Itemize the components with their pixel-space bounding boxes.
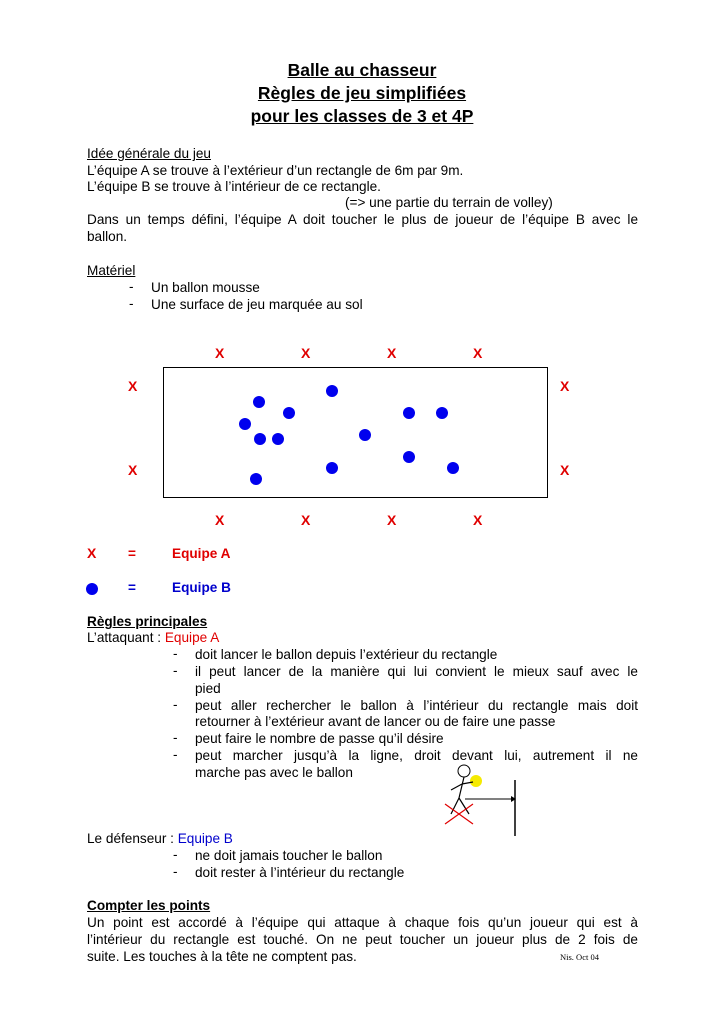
rule-dash: - xyxy=(173,646,178,661)
legend-team-b: Equipe B xyxy=(172,580,231,595)
legend-dot-symbol xyxy=(86,583,98,595)
points-line-3: suite. Les touches à la tête ne comptent pas. xyxy=(87,949,357,964)
attacker-mark: X xyxy=(215,345,225,361)
rule-dash: - xyxy=(173,663,178,678)
defender-dot xyxy=(326,462,338,474)
attacker-mark: X xyxy=(387,512,397,528)
defender-dot xyxy=(403,451,415,463)
attaquant-rule-3: peut aller rechercher le ballon à l’intérieur du rectangle mais doit xyxy=(195,698,638,713)
defender-dot xyxy=(272,433,284,445)
attacker-mark: X xyxy=(387,345,397,361)
attaquant-team: Equipe A xyxy=(164,630,220,645)
attaquant-rule-2-cont: pied xyxy=(195,681,221,696)
points-heading: Compter les points xyxy=(87,898,211,913)
attacker-mark: X xyxy=(560,378,570,394)
defender-dot xyxy=(436,407,448,419)
title-line-2: Règles de jeu simplifiées xyxy=(257,83,467,103)
regles-heading: Règles principales xyxy=(87,614,208,629)
legend-x-symbol: X xyxy=(87,545,97,561)
materiel-item-2: Une surface de jeu marquée au sol xyxy=(151,297,363,312)
attaquant-rule-4: peut faire le nombre de passe qu’il désire xyxy=(195,731,444,746)
materiel-item-1: Un ballon mousse xyxy=(151,280,260,295)
rule-dash: - xyxy=(173,864,178,879)
attacker-mark: X xyxy=(128,378,138,394)
points-line-1: Un point est accordé à l’équipe qui attaque à chaque fois qu’un joueur qui est à xyxy=(87,915,638,930)
defender-dot xyxy=(326,385,338,397)
ball-icon xyxy=(470,775,482,787)
defender-dot xyxy=(250,473,262,485)
defenseur-label: Le défenseur : xyxy=(87,831,178,846)
defender-dot xyxy=(254,433,266,445)
idee-line-3: (=> une partie du terrain de volley) xyxy=(345,195,553,210)
stick-figure-illustration xyxy=(435,760,525,840)
materiel-heading: Matériel xyxy=(87,263,136,278)
signature: Nis. Oct 04 xyxy=(560,952,599,962)
title-line-1: Balle au chasseur xyxy=(287,60,437,80)
attaquant-label: L’attaquant : xyxy=(87,630,165,645)
defender-dot xyxy=(359,429,371,441)
defender-dot xyxy=(253,396,265,408)
attacker-mark: X xyxy=(473,512,483,528)
idee-line-2: L’équipe B se trouve à l’intérieur de ce rectangle. xyxy=(87,179,381,194)
attacker-mark: X xyxy=(215,512,225,528)
attacker-mark: X xyxy=(301,345,311,361)
defender-dot xyxy=(403,407,415,419)
legend-equals-a: = xyxy=(128,546,136,561)
defender-dot xyxy=(447,462,459,474)
legend-team-a: Equipe A xyxy=(172,546,231,561)
defender-dot xyxy=(283,407,295,419)
attaquant-rule-2: il peut lancer de la manière qui lui convient le mieux sauf avec le xyxy=(195,664,638,679)
idee-line-1: L’équipe A se trouve à l’extérieur d’un rectangle de 6m par 9m. xyxy=(87,163,464,178)
points-line-2: l’intérieur du rectangle est touché. On ne peut toucher un joueur plus de 2 fois de xyxy=(87,932,638,947)
defenseur-rule-1: ne doit jamais toucher le ballon xyxy=(195,848,383,863)
defender-dot xyxy=(239,418,251,430)
attacker-mark: X xyxy=(473,345,483,361)
attaquant-line xyxy=(87,629,219,646)
playing-rectangle xyxy=(163,367,548,498)
attaquant-rule-5: peut marcher jusqu’à la ligne, droit devant lui, autrement il ne xyxy=(195,748,638,763)
rule-dash: - xyxy=(173,747,178,762)
idee-heading: Idée générale du jeu xyxy=(87,146,211,161)
attacker-mark: X xyxy=(560,462,570,478)
rule-dash: - xyxy=(173,697,178,712)
attacker-mark: X xyxy=(128,462,138,478)
defenseur-team: Equipe B xyxy=(177,831,233,846)
attaquant-rule-5-cont: marche pas avec le ballon xyxy=(195,765,353,780)
rule-dash: - xyxy=(173,730,178,745)
figure-body xyxy=(459,777,464,798)
figure-head xyxy=(458,765,470,777)
idee-line-4: Dans un temps défini, l’équipe A doit toucher le plus de joueur de l’équipe B avec le xyxy=(87,212,638,227)
defenseur-rule-2: doit rester à l’intérieur du rectangle xyxy=(195,865,405,880)
idee-line-5: ballon. xyxy=(87,229,128,244)
attaquant-rule-3-cont: retourner à l’extérieur avant de lancer ou de faire une passe xyxy=(195,714,556,729)
materiel-dash-2: - xyxy=(129,296,134,311)
materiel-dash-1: - xyxy=(129,279,134,294)
attacker-mark: X xyxy=(301,512,311,528)
defenseur-line xyxy=(87,830,233,847)
figure-arm xyxy=(451,784,462,790)
figure-leg xyxy=(459,798,469,814)
attaquant-rule-1: doit lancer le ballon depuis l’extérieur du rectangle xyxy=(195,647,498,662)
legend-equals-b: = xyxy=(128,580,136,595)
rule-dash: - xyxy=(173,847,178,862)
title-line-3: pour les classes de 3 et 4P xyxy=(250,106,474,126)
